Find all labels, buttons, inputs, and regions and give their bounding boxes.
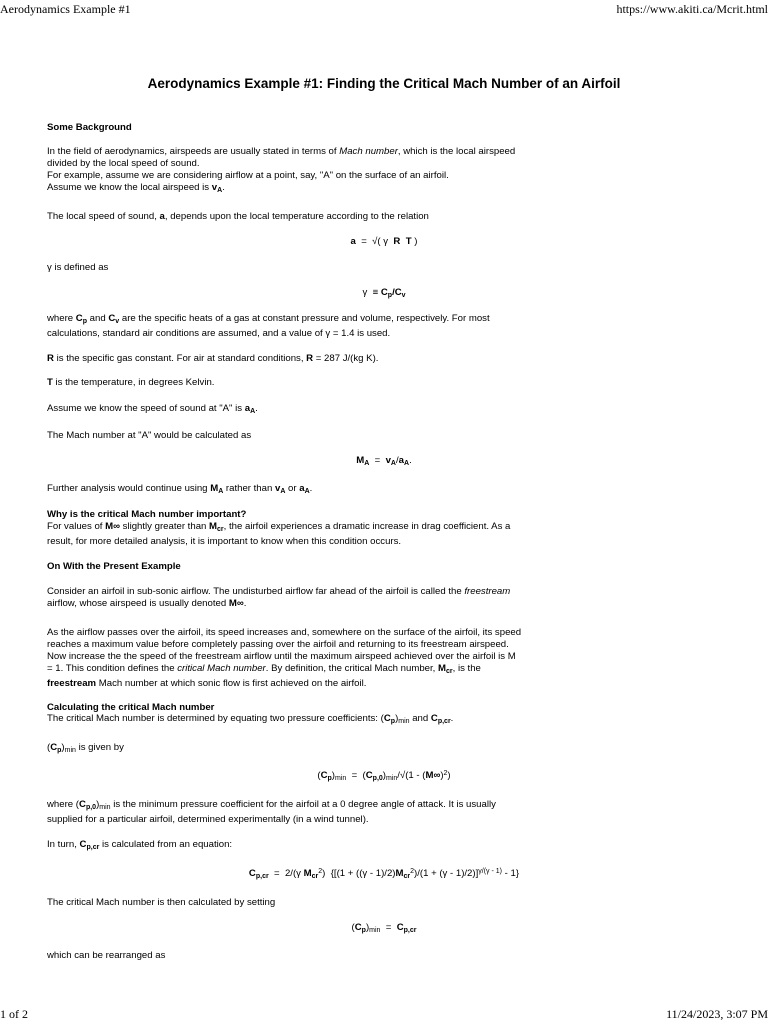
page-title: Aerodynamics Example #1: Finding the Critical Mach Number of an Airfoil: [147, 76, 621, 91]
equation-speed-of-sound: a = √( γ R T ): [350, 236, 418, 247]
equation-mach-at-a: $M_A = v_A/a_A$.: [356, 455, 412, 467]
paragraph-specific-heats: where $C_p$ and $C_v$ are the specific heats of a gas at constant pressure and volume, respectively. For most calculations, standard air conditions are assumed, and a value of γ = 1.4 is used.: [47, 313, 490, 339]
section-heading-why: Why is the critical Mach number important?: [47, 509, 247, 520]
equation-gamma: $\gamma \equiv C_p/C_v$: [362, 287, 406, 299]
equation-cp-min: $(C_p)_{min} = (C_{p,0})_{min}/√(1 - (M\infty)^2)$: [317, 770, 451, 782]
paragraph-gas-constant: R is the specific gas constant. For air at standard conditions, R = 287 J/(kg K).: [47, 353, 379, 364]
section-heading-present: On With the Present Example: [47, 561, 181, 572]
paragraph-temperature: T is the temperature, in degrees Kelvin.: [47, 377, 215, 388]
paragraph-mach-at-a: The Mach number at "A" would be calculated as: [47, 430, 252, 441]
browser-header-url[interactable]: https://www.akiti.ca/Mcrit.html: [616, 2, 768, 16]
browser-header-title: Aerodynamics Example #1: [0, 2, 131, 16]
paragraph-cp0-min: where $(C_{p,0})_{min}$ is the minimum pressure coefficient for the airfoil at a 0 degree angle of attack. It is usually supplied for a particular airfoil, determined experimentally (in a wind tunnel).: [47, 799, 496, 825]
paragraph-cp-cr-intro: In turn, $C_{p,cr}$ is calculated from an equation:: [47, 839, 233, 851]
paragraph-speed-of-sound: The local speed of sound, a, depends upon the local temperature according to the relation: [47, 211, 429, 222]
paragraph-cp-min-given: $(C_p)_{min}$ is given by: [47, 742, 124, 754]
equation-cp-equality: $(C_p)_{min} = C_{p,cr}$: [351, 922, 417, 934]
paragraph-mach-intro: In the field of aerodynamics, airspeeds are usually stated in terms of Mach number, which is the local airspeed divided by the local speed of sound. For example, assume we are considering airflow at a point, say, "A" on the surface of an airfoil. Assume we know the local airspeed is $v_A$.: [47, 146, 516, 194]
print-timestamp: 11/24/2023, 3:07 PM: [666, 1007, 768, 1021]
paragraph-setting: The critical Mach number is then calculated by setting: [47, 897, 276, 908]
page-counter: 1 of 2: [0, 1007, 28, 1021]
paragraph-speed-at-a: Assume we know the speed of sound at "A" is $a_A$.: [47, 403, 258, 415]
equation-cp-cr: $C_{p,cr} = 2/(\gamma$ $M_{cr}^2$) $\{[(1 + ((\gamma - 1)/2)M_{cr}^2)/(1 + (\gamma - 1)/2)]^{\gamma/(\gamma - 1)} - 1\}$: [248, 868, 520, 880]
section-heading-background: Some Background: [47, 122, 132, 133]
paragraph-further-analysis: Further analysis would continue using $M_A$ rather than $v_A$ or $a_A$.: [47, 483, 313, 495]
section-heading-calc: Calculating the critical Mach number: [47, 702, 215, 713]
paragraph-rearranged: which can be rearranged as: [47, 950, 166, 961]
paragraph-pressure-coefficients: The critical Mach number is determined by equating two pressure coefficients: $(C_p)_{min}$ and $C_{p,cr}$.: [47, 713, 454, 725]
paragraph-gamma-defined: γ is defined as: [47, 262, 109, 273]
paragraph-critical-definition: As the airflow passes over the airfoil, its speed increases and, somewhere on the surface of the airfoil, its speed reaches a maximum value before completely passing over the airfoil and returning to its freestream airspeed. Now increase the the speed of the freestream airflow until the maximum airspeed achieved over the airfoil is M = 1. This condition defines the critical Mach number. By definition, the critical Mach number, $M_{cr}$, is the freestream Mach number at which sonic flow is first achieved on the airfoil.: [47, 627, 522, 689]
paragraph-freestream: Consider an airfoil in sub-sonic airflow. The undisturbed airflow far ahead of the airfoil is called the freestream airflow, whose airspeed is usually denoted M∞.: [47, 586, 511, 609]
paragraph-why-important: For values of M∞ slightly greater than $M_{cr}$, the airfoil experiences a dramatic increase in drag coefficient. As a result, for more detailed analysis, it is important to know when this condition occurs.: [47, 521, 511, 547]
